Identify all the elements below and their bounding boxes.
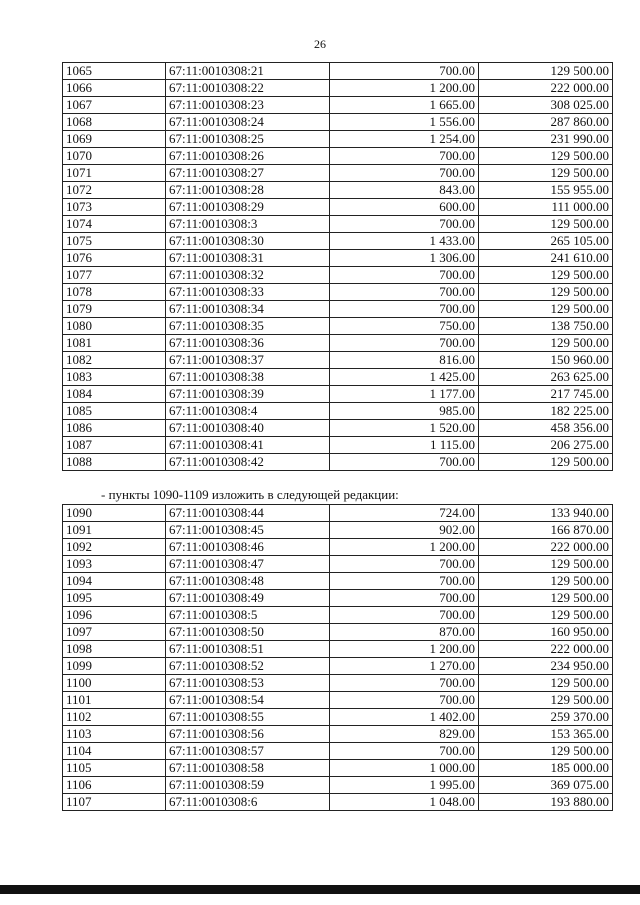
item-number-cell: 1086 [63, 420, 166, 437]
value-cell: 129 500.00 [479, 692, 613, 709]
item-number-cell: 1065 [63, 63, 166, 80]
cadastral-number-cell: 67:11:0010308:51 [166, 641, 330, 658]
value-cell: 129 500.00 [479, 573, 613, 590]
value-cell: 150 960.00 [479, 352, 613, 369]
amendment-note: - пункты 1090-1109 изложить в следующей редакции: [101, 487, 399, 502]
table-row [63, 658, 613, 675]
value-cell: 138 750.00 [479, 318, 613, 335]
table-row [63, 556, 613, 573]
table-row [63, 539, 613, 556]
table-row [63, 777, 613, 794]
table-row [63, 318, 613, 335]
bottom-scan-bar [0, 885, 640, 894]
table-row [63, 267, 613, 284]
value-cell: 133 940.00 [479, 505, 613, 522]
value-cell: 129 500.00 [479, 284, 613, 301]
cadastral-number-cell: 67:11:0010308:30 [166, 233, 330, 250]
cadastral-number-cell: 67:11:0010308:55 [166, 709, 330, 726]
area-cell: 1 402.00 [330, 709, 479, 726]
area-cell: 724.00 [330, 505, 479, 522]
cadastral-number-cell: 67:11:0010308:34 [166, 301, 330, 318]
table-row [63, 63, 613, 80]
item-number-cell: 1067 [63, 97, 166, 114]
cadastral-number-cell: 67:11:0010308:6 [166, 794, 330, 811]
area-cell: 843.00 [330, 182, 479, 199]
table-row [63, 420, 613, 437]
area-cell: 1 000.00 [330, 760, 479, 777]
cadastral-number-cell: 67:11:0010308:21 [166, 63, 330, 80]
cadastral-number-cell: 67:11:0010308:49 [166, 590, 330, 607]
value-cell: 166 870.00 [479, 522, 613, 539]
value-cell: 222 000.00 [479, 80, 613, 97]
area-cell: 1 306.00 [330, 250, 479, 267]
cadastral-number-cell: 67:11:0010308:25 [166, 131, 330, 148]
table-row [63, 709, 613, 726]
value-cell: 153 365.00 [479, 726, 613, 743]
item-number-cell: 1075 [63, 233, 166, 250]
cadastral-number-cell: 67:11:0010308:41 [166, 437, 330, 454]
table-row [63, 675, 613, 692]
cadastral-number-cell: 67:11:0010308:47 [166, 556, 330, 573]
value-cell: 129 500.00 [479, 335, 613, 352]
table-row [63, 352, 613, 369]
area-cell: 700.00 [330, 165, 479, 182]
area-cell: 700.00 [330, 284, 479, 301]
value-cell: 182 225.00 [479, 403, 613, 420]
table-row [63, 97, 613, 114]
value-cell: 217 745.00 [479, 386, 613, 403]
table-row [63, 148, 613, 165]
item-number-cell: 1096 [63, 607, 166, 624]
area-cell: 829.00 [330, 726, 479, 743]
cadastral-number-cell: 67:11:0010308:26 [166, 148, 330, 165]
table-row [63, 165, 613, 182]
value-cell: 265 105.00 [479, 233, 613, 250]
cadastral-number-cell: 67:11:0010308:50 [166, 624, 330, 641]
item-number-cell: 1084 [63, 386, 166, 403]
area-cell: 1 200.00 [330, 641, 479, 658]
value-cell: 129 500.00 [479, 454, 613, 471]
cadastral-number-cell: 67:11:0010308:36 [166, 335, 330, 352]
table-row [63, 284, 613, 301]
table-1-body [63, 63, 613, 471]
area-cell: 700.00 [330, 63, 479, 80]
value-cell: 206 275.00 [479, 437, 613, 454]
area-cell: 700.00 [330, 335, 479, 352]
table-row [63, 573, 613, 590]
area-cell: 700.00 [330, 556, 479, 573]
cadastral-number-cell: 67:11:0010308:58 [166, 760, 330, 777]
cadastral-number-cell: 67:11:0010308:46 [166, 539, 330, 556]
area-cell: 750.00 [330, 318, 479, 335]
value-cell: 458 356.00 [479, 420, 613, 437]
value-cell: 287 860.00 [479, 114, 613, 131]
value-cell: 241 610.00 [479, 250, 613, 267]
cadastral-number-cell: 67:11:0010308:33 [166, 284, 330, 301]
parcel-table-2 [62, 504, 613, 811]
value-cell: 160 950.00 [479, 624, 613, 641]
cadastral-number-cell: 67:11:0010308:4 [166, 403, 330, 420]
cadastral-number-cell: 67:11:0010308:23 [166, 97, 330, 114]
table-row [63, 131, 613, 148]
area-cell: 816.00 [330, 352, 479, 369]
area-cell: 1 520.00 [330, 420, 479, 437]
area-cell: 700.00 [330, 148, 479, 165]
item-number-cell: 1080 [63, 318, 166, 335]
item-number-cell: 1104 [63, 743, 166, 760]
table-row [63, 726, 613, 743]
table-row [63, 505, 613, 522]
item-number-cell: 1091 [63, 522, 166, 539]
area-cell: 700.00 [330, 607, 479, 624]
value-cell: 263 625.00 [479, 369, 613, 386]
value-cell: 231 990.00 [479, 131, 613, 148]
value-cell: 129 500.00 [479, 607, 613, 624]
table-row [63, 794, 613, 811]
cadastral-number-cell: 67:11:0010308:59 [166, 777, 330, 794]
item-number-cell: 1079 [63, 301, 166, 318]
value-cell: 185 000.00 [479, 760, 613, 777]
cadastral-number-cell: 67:11:0010308:3 [166, 216, 330, 233]
cadastral-number-cell: 67:11:0010308:53 [166, 675, 330, 692]
value-cell: 111 000.00 [479, 199, 613, 216]
table-row [63, 335, 613, 352]
item-number-cell: 1077 [63, 267, 166, 284]
item-number-cell: 1087 [63, 437, 166, 454]
item-number-cell: 1073 [63, 199, 166, 216]
item-number-cell: 1101 [63, 692, 166, 709]
item-number-cell: 1078 [63, 284, 166, 301]
area-cell: 985.00 [330, 403, 479, 420]
item-number-cell: 1098 [63, 641, 166, 658]
area-cell: 1 177.00 [330, 386, 479, 403]
cadastral-number-cell: 67:11:0010308:39 [166, 386, 330, 403]
item-number-cell: 1095 [63, 590, 166, 607]
item-number-cell: 1068 [63, 114, 166, 131]
table-row [63, 233, 613, 250]
value-cell: 308 025.00 [479, 97, 613, 114]
value-cell: 129 500.00 [479, 63, 613, 80]
area-cell: 1 995.00 [330, 777, 479, 794]
table-row [63, 250, 613, 267]
area-cell: 1 433.00 [330, 233, 479, 250]
area-cell: 1 270.00 [330, 658, 479, 675]
area-cell: 1 200.00 [330, 80, 479, 97]
area-cell: 1 254.00 [330, 131, 479, 148]
table-row [63, 437, 613, 454]
area-cell: 870.00 [330, 624, 479, 641]
value-cell: 222 000.00 [479, 641, 613, 658]
value-cell: 259 370.00 [479, 709, 613, 726]
area-cell: 700.00 [330, 301, 479, 318]
cadastral-number-cell: 67:11:0010308:38 [166, 369, 330, 386]
area-cell: 700.00 [330, 590, 479, 607]
area-cell: 700.00 [330, 267, 479, 284]
cadastral-number-cell: 67:11:0010308:35 [166, 318, 330, 335]
cadastral-number-cell: 67:11:0010308:54 [166, 692, 330, 709]
item-number-cell: 1069 [63, 131, 166, 148]
cadastral-number-cell: 67:11:0010308:37 [166, 352, 330, 369]
table-row [63, 216, 613, 233]
cadastral-number-cell: 67:11:0010308:48 [166, 573, 330, 590]
item-number-cell: 1082 [63, 352, 166, 369]
table-row [63, 454, 613, 471]
cadastral-number-cell: 67:11:0010308:57 [166, 743, 330, 760]
table-row [63, 760, 613, 777]
value-cell: 129 500.00 [479, 165, 613, 182]
area-cell: 1 556.00 [330, 114, 479, 131]
item-number-cell: 1088 [63, 454, 166, 471]
cadastral-number-cell: 67:11:0010308:44 [166, 505, 330, 522]
area-cell: 700.00 [330, 675, 479, 692]
table-row [63, 641, 613, 658]
parcel-table-1 [62, 62, 613, 471]
table-row [63, 403, 613, 420]
cadastral-number-cell: 67:11:0010308:32 [166, 267, 330, 284]
page-number: 26 [314, 37, 326, 51]
value-cell: 129 500.00 [479, 148, 613, 165]
cadastral-number-cell: 67:11:0010308:24 [166, 114, 330, 131]
value-cell: 129 500.00 [479, 590, 613, 607]
item-number-cell: 1107 [63, 794, 166, 811]
item-number-cell: 1074 [63, 216, 166, 233]
area-cell: 1 048.00 [330, 794, 479, 811]
value-cell: 193 880.00 [479, 794, 613, 811]
item-number-cell: 1100 [63, 675, 166, 692]
value-cell: 234 950.00 [479, 658, 613, 675]
cadastral-number-cell: 67:11:0010308:40 [166, 420, 330, 437]
area-cell: 1 425.00 [330, 369, 479, 386]
cadastral-number-cell: 67:11:0010308:42 [166, 454, 330, 471]
item-number-cell: 1097 [63, 624, 166, 641]
cadastral-number-cell: 67:11:0010308:56 [166, 726, 330, 743]
value-cell: 369 075.00 [479, 777, 613, 794]
value-cell: 129 500.00 [479, 556, 613, 573]
item-number-cell: 1072 [63, 182, 166, 199]
table-row [63, 743, 613, 760]
table-row [63, 80, 613, 97]
area-cell: 700.00 [330, 743, 479, 760]
cadastral-number-cell: 67:11:0010308:28 [166, 182, 330, 199]
item-number-cell: 1085 [63, 403, 166, 420]
table-row [63, 301, 613, 318]
area-cell: 600.00 [330, 199, 479, 216]
table-row [63, 114, 613, 131]
value-cell: 129 500.00 [479, 675, 613, 692]
cadastral-number-cell: 67:11:0010308:27 [166, 165, 330, 182]
cadastral-number-cell: 67:11:0010308:29 [166, 199, 330, 216]
item-number-cell: 1092 [63, 539, 166, 556]
cadastral-number-cell: 67:11:0010308:22 [166, 80, 330, 97]
item-number-cell: 1076 [63, 250, 166, 267]
table-row [63, 624, 613, 641]
table-row [63, 182, 613, 199]
area-cell: 1 115.00 [330, 437, 479, 454]
table-row [63, 692, 613, 709]
table-row [63, 369, 613, 386]
item-number-cell: 1103 [63, 726, 166, 743]
item-number-cell: 1071 [63, 165, 166, 182]
table-row [63, 607, 613, 624]
table-2-body [63, 505, 613, 811]
cadastral-number-cell: 67:11:0010308:5 [166, 607, 330, 624]
item-number-cell: 1083 [63, 369, 166, 386]
table-row [63, 386, 613, 403]
value-cell: 129 500.00 [479, 301, 613, 318]
value-cell: 129 500.00 [479, 216, 613, 233]
area-cell: 700.00 [330, 573, 479, 590]
cadastral-number-cell: 67:11:0010308:45 [166, 522, 330, 539]
cadastral-number-cell: 67:11:0010308:52 [166, 658, 330, 675]
area-cell: 1 200.00 [330, 539, 479, 556]
item-number-cell: 1106 [63, 777, 166, 794]
table-row [63, 199, 613, 216]
value-cell: 129 500.00 [479, 743, 613, 760]
cadastral-number-cell: 67:11:0010308:31 [166, 250, 330, 267]
area-cell: 700.00 [330, 216, 479, 233]
item-number-cell: 1099 [63, 658, 166, 675]
area-cell: 1 665.00 [330, 97, 479, 114]
area-cell: 902.00 [330, 522, 479, 539]
item-number-cell: 1081 [63, 335, 166, 352]
value-cell: 155 955.00 [479, 182, 613, 199]
item-number-cell: 1105 [63, 760, 166, 777]
area-cell: 700.00 [330, 454, 479, 471]
item-number-cell: 1102 [63, 709, 166, 726]
item-number-cell: 1070 [63, 148, 166, 165]
item-number-cell: 1093 [63, 556, 166, 573]
item-number-cell: 1094 [63, 573, 166, 590]
item-number-cell: 1066 [63, 80, 166, 97]
item-number-cell: 1090 [63, 505, 166, 522]
table-row [63, 522, 613, 539]
table-row [63, 590, 613, 607]
value-cell: 222 000.00 [479, 539, 613, 556]
value-cell: 129 500.00 [479, 267, 613, 284]
area-cell: 700.00 [330, 692, 479, 709]
